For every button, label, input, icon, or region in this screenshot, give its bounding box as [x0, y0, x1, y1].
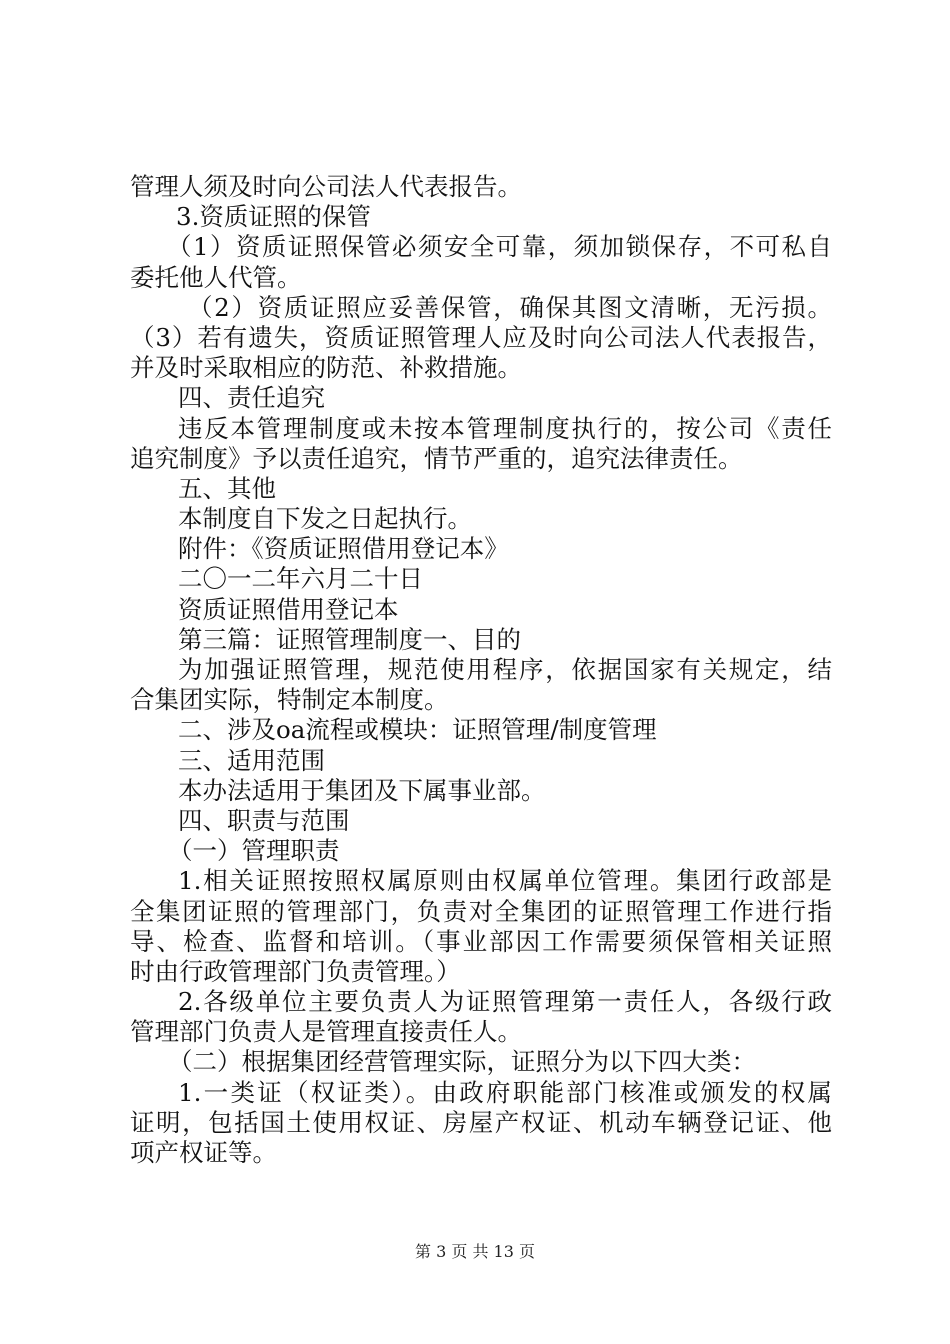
text-line: 1.相关证照按照权属原则由权属单位管理。集团行政部是 — [178, 866, 832, 896]
text-line: 证明，包括国土使用权证、房屋产权证、机动车辆登记证、他 — [130, 1107, 832, 1137]
text-line: 二、涉及oa流程或模块：证照管理/制度管理 — [178, 715, 657, 745]
text-line: 3.资质证照的保管 — [176, 202, 371, 232]
text-line: （3）若有遗失，资质证照管理人应及时向公司法人代表报告， — [130, 322, 832, 352]
text-line: （一）管理职责 — [168, 836, 340, 866]
text-line: （二）根据集团经营管理实际，证照分为以下四大类： — [168, 1047, 756, 1077]
text-line: 本制度自下发之日起执行。 — [178, 504, 472, 534]
page-footer: 第 3 页 共 13 页 — [415, 1242, 535, 1261]
text-line: 五、其他 — [178, 473, 276, 503]
text-line: 为加强证照管理，规范使用程序，依据国家有关规定，结 — [178, 655, 832, 684]
text-line: 项产权证等。 — [130, 1138, 277, 1167]
text-line: 本办法适用于集团及下属事业部。 — [178, 775, 546, 805]
text-line: 导、检查、监督和培训。（事业部因工作需要须保管相关证照 — [130, 926, 832, 956]
text-line: 资质证照借用登记本 — [178, 594, 399, 624]
text-line: 全集团证照的管理部门，负责对全集团的证照管理工作进行指 — [130, 896, 832, 926]
text-line: 违反本管理制度或未按本管理制度执行的，按公司《责任 — [178, 413, 832, 443]
text-line: 2.各级单位主要负责人为证照管理第一责任人，各级行政 — [178, 987, 832, 1017]
text-line: 追究制度》予以责任追究，情节严重的，追究法律责任。 — [130, 443, 743, 473]
document-body — [130, 172, 832, 1168]
text-line: （1）资质证照保管必须安全可靠，须加锁保存，不可私自 — [167, 232, 832, 262]
text-line: 委托他人代管。 — [130, 262, 302, 292]
text-line: （2）资质证照应妥善保管，确保其图文清晰，无污损。 — [188, 292, 832, 322]
text-line: 四、职责与范围 — [178, 805, 350, 835]
text-line: 二〇一二年六月二十日 — [178, 564, 423, 594]
text-line: 合集团实际，特制定本制度。 — [130, 685, 449, 715]
text-line: 时由行政管理部门负责管理。） — [130, 956, 461, 986]
text-line: 管理人须及时向公司法人代表报告。 — [130, 172, 522, 201]
text-line: 三、适用范围 — [178, 745, 325, 775]
text-line: 管理部门负责人是管理直接责任人。 — [130, 1017, 522, 1047]
text-line: 第三篇：证照管理制度一、目的 — [178, 624, 521, 654]
text-line: 四、责任追究 — [178, 383, 325, 413]
text-line: 1.一类证（权证类）。由政府职能部门核准或颁发的权属 — [178, 1077, 832, 1107]
text-line: 附件：《资质证照借用登记本》 — [178, 534, 509, 564]
text-line: 并及时采取相应的防范、补救措施。 — [130, 353, 522, 383]
